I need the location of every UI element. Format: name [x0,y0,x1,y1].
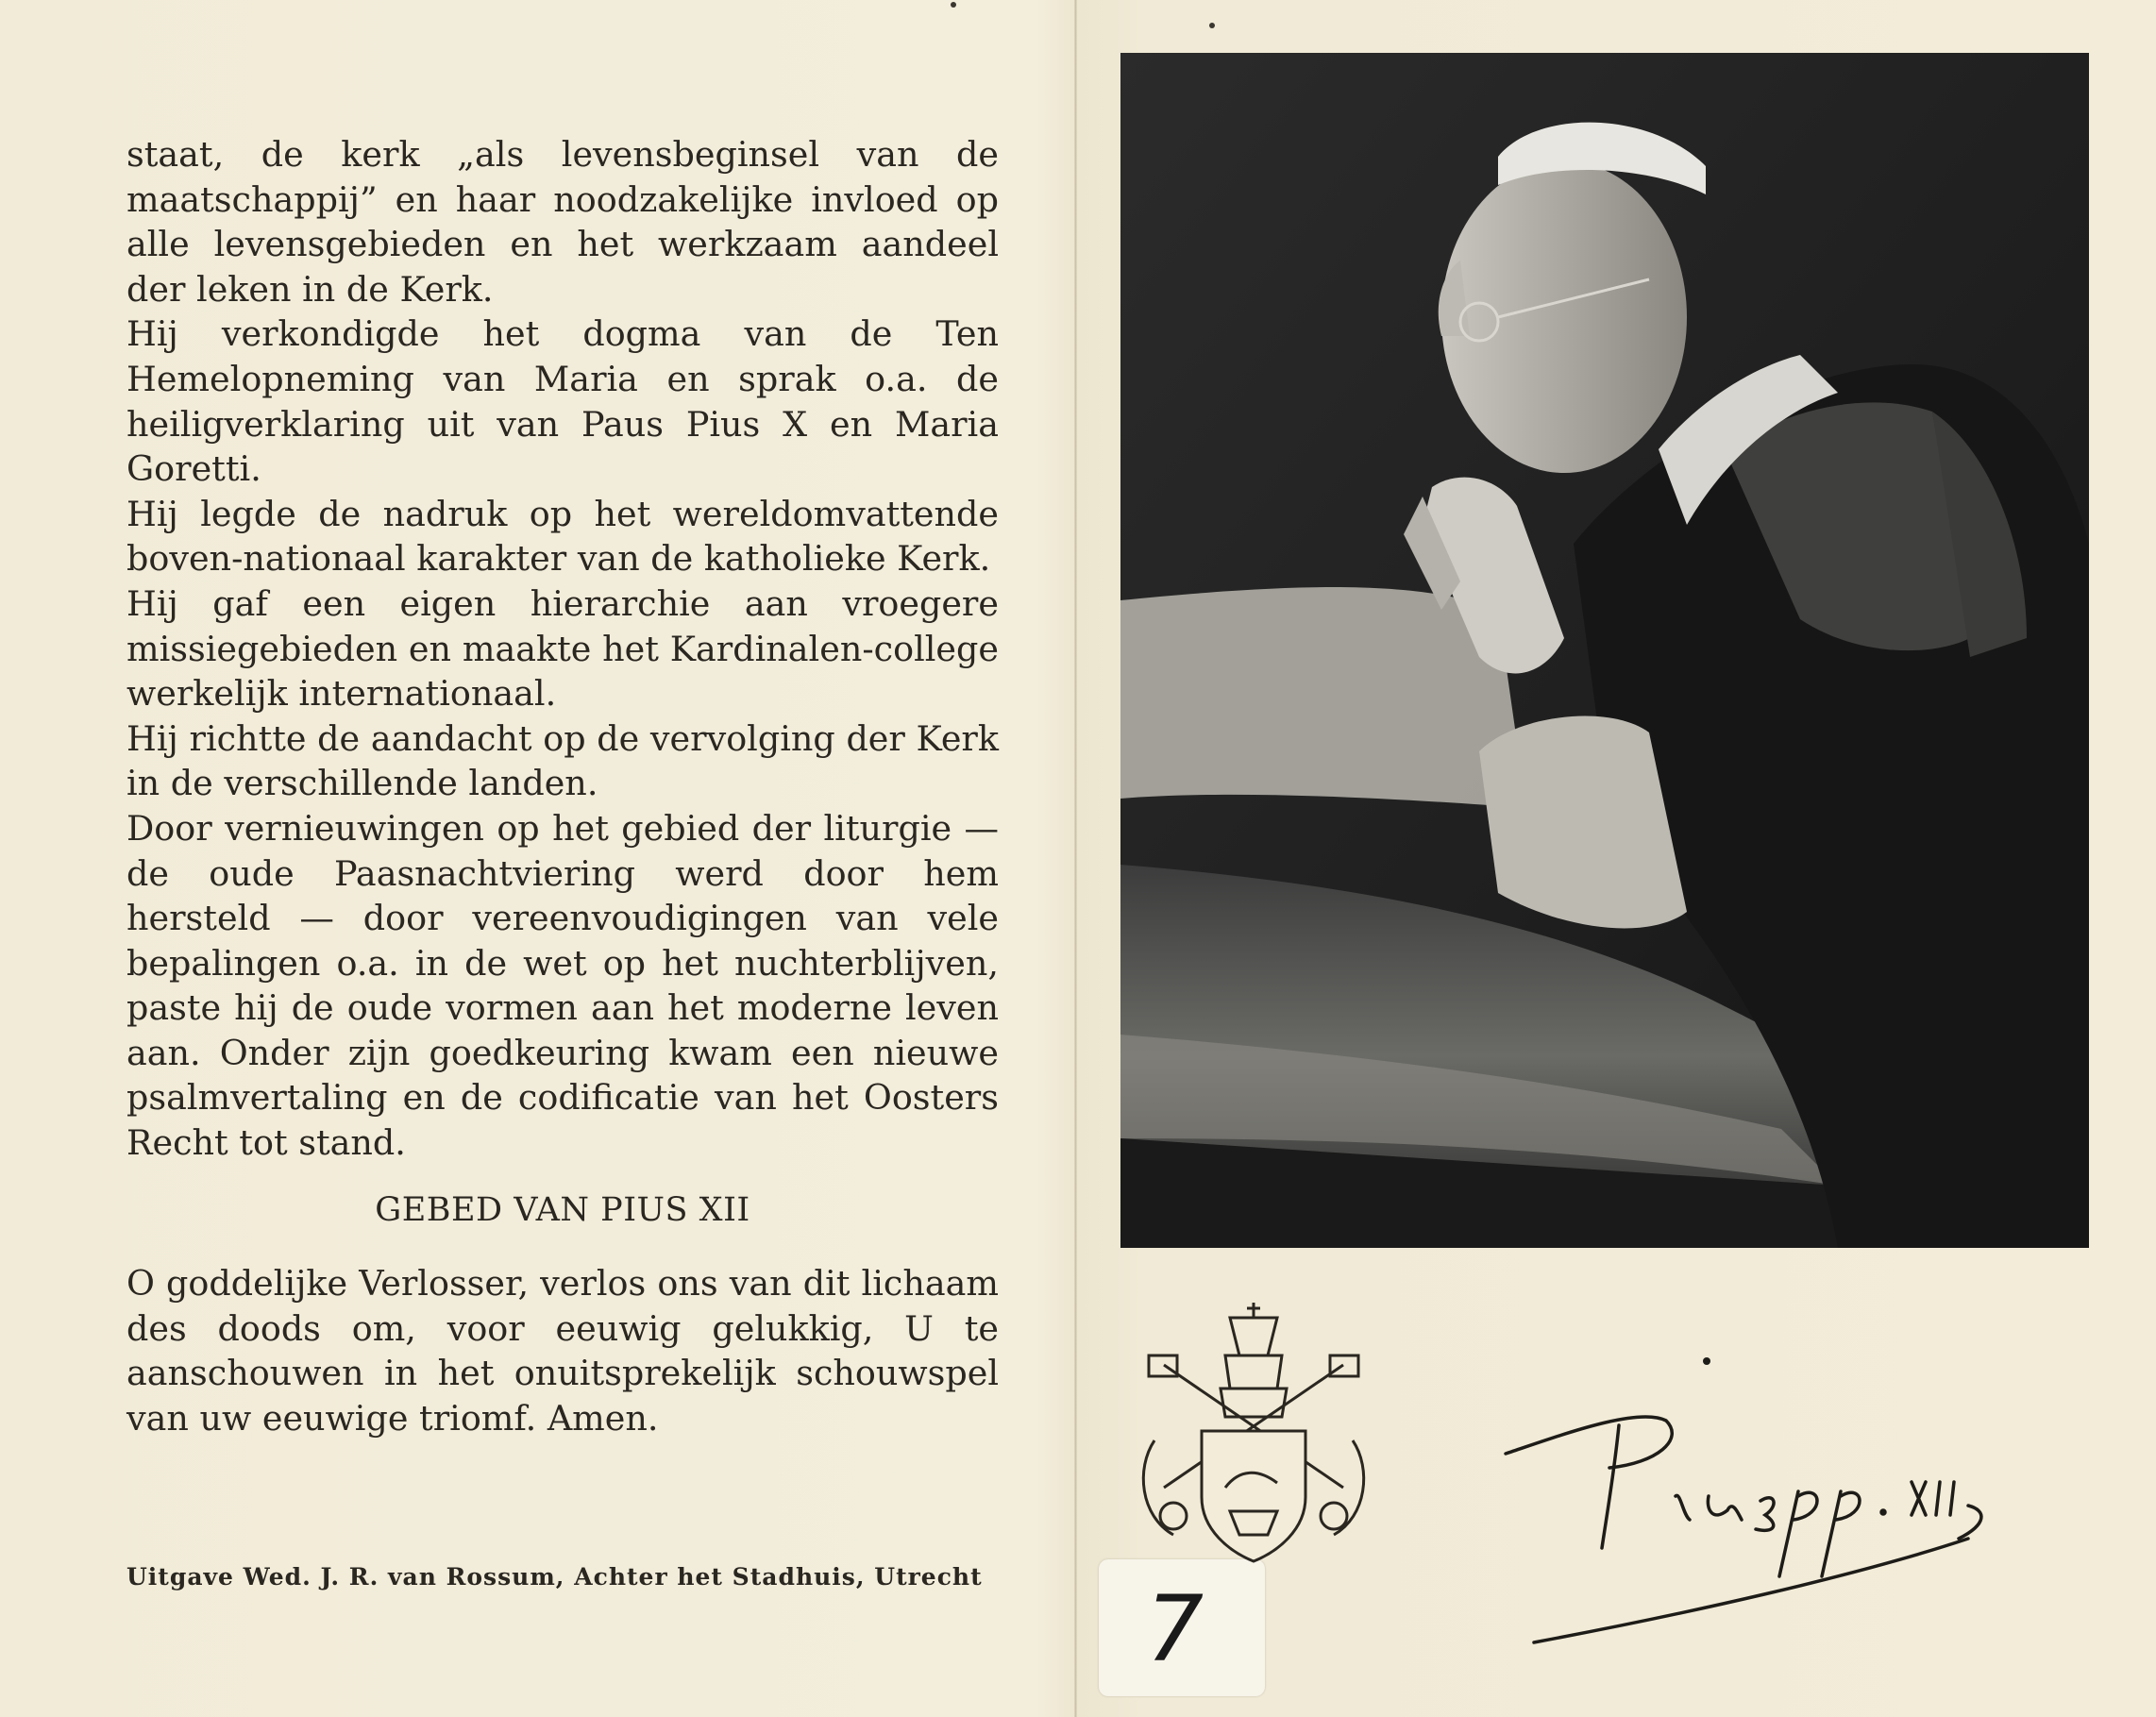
publisher-line: Uitgave Wed. J. R. van Rossum, Achter het Stadhuis, Utrecht [126,1563,983,1591]
paragraph-6: Door vernieuwingen op het gebied der liturgie — de oude Paasnachtviering werd door hem hersteld — door vereenvoudigingen van vele bepalingen o.a. in de wet op het nuchterblijven, paste hij de oude vormen aan het moderne leven aan. Onder zijn goedkeuring kwam een nieuwe psalmvertaling en de codificatie van het Oosters Recht tot stand. [126,807,999,1164]
archive-number-label [1099,1559,1265,1696]
paragraph-4: Hij gaf een eigen hierarchie aan vroegere missiegebieden en maakte het Kardinalen-college werkelijk internationaal. [126,582,999,715]
photograph-image [1120,53,2089,1248]
pope-photograph [1120,53,2089,1248]
paper-speck [951,2,956,8]
fold-crease [1074,0,1077,1717]
paper-speck [1209,23,1215,28]
prayer-title: GEBED VAN PIUS XII [375,1191,750,1229]
paragraph-5: Hij richtte de aandacht op de vervolging der Kerk in de verschillende landen. [126,717,999,804]
biography-text [126,132,999,1166]
paragraph-2: Hij verkondigde het dogma van de Ten Hemelopneming van Maria en sprak o.a. de heiligverklaring uit van Paus Pius X en Maria Goretti. [126,313,999,490]
paragraph-1: staat, de kerk „als levensbeginsel van de maatschappij” en haar noodzakelijke invloed op alle levensgebieden en het werkzaam aandeel der leken in de Kerk. [126,134,999,310]
left-page [0,0,1074,1717]
archive-number: 7 [1146,1576,1204,1682]
papal-signature [1496,1350,2063,1690]
paragraph-3: Hij legde de nadruk op het wereldomvattende boven-nationaal karakter van de katholieke Kerk. [126,493,999,580]
papal-coat-of-arms [1136,1299,1372,1567]
prayer-text: O goddelijke Verlosser, verlos ons van dit lichaam des doods om, voor eeuwig gelukkig, U te aanschouwen in het onuitsprekelijk schouwspel van uw eeuwige triomf. Amen. [126,1263,999,1439]
